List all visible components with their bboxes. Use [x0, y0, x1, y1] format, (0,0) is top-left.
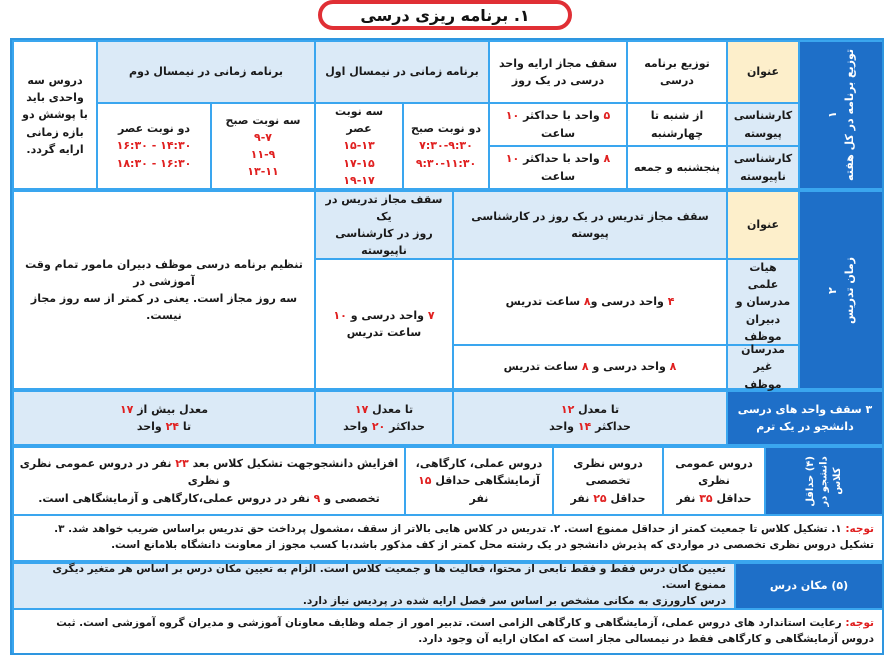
- section1-row2-label: کارشناسی ناپیوسته: [728, 147, 798, 188]
- section2-header-title: عنوان: [728, 192, 798, 258]
- section1-header-title: عنوان: [728, 42, 798, 102]
- section2-row1-label: هیات علمی مدرسان و دبیران موظف: [728, 260, 798, 344]
- section1-row1-cap: ۵ واحد با حداکثر ۱۰ ساعت: [490, 104, 626, 145]
- section1-side: ۱ توزیع برنامه در کل هفته: [800, 42, 882, 188]
- term1-afternoon: سه نوبت عصر ۱۵-۱۳ ۱۷-۱۵ ۱۹-۱۷: [316, 104, 402, 188]
- section2-header-noncontinuous: سقف مجاز تدریس در یک روز در کارشناسی ناپیوسته: [316, 192, 452, 258]
- section4-note: افزایش دانشجوجهت تشکیل کلاس بعد ۲۳ نفر در دروس عمومی نظری و نظری تخصصی و ۹ نفر در دروس عملی،کارگاهی و آزمایشگاهی است.: [14, 448, 404, 514]
- section5-label: (۵) مکان درس: [736, 564, 882, 608]
- section2-row2-label: مدرسان غیر موظف: [728, 346, 798, 388]
- section1-note: دروس سه واحدی باید با پوشش دو بازه زمانی ارایه گردد.: [14, 42, 96, 188]
- section3-label: ۳ سقف واحد های درسی دانشجو در یک ترم: [728, 392, 882, 444]
- section1-row2-days: پنجشنبه و جمعه: [628, 147, 726, 188]
- section1-header-term1: برنامه زمانی در نیمسال اول: [316, 42, 488, 102]
- section3-continuous: تا معدل ۱۲ حداکثر ۱۴ واحد: [454, 392, 726, 444]
- section2-header-continuous: سقف مجاز تدریس در یک روز در کارشناسی پیوسته: [454, 192, 726, 258]
- section4-general: دروس عمومی نظری حداقل ۳۵ نفر: [664, 448, 764, 514]
- section1-header-distribution: توزیع برنامه درسی: [628, 42, 726, 102]
- section2-row2-continuous: ۸ واحد درسی و ۸ ساعت تدریس: [454, 346, 726, 388]
- section5-text: تعیین مکان درس فقط و فقط تابعی از محتوا، فعالیت ها و جمعیت کلاس است. الزام به تعیین مکان درس بر اساس هر متغیر دیگری ممنوع است. درس کارورزی به مکانی مشخص بر اساس سر فصل ارایه شده در پردیس نیاز دارد.: [14, 564, 734, 608]
- section1-row1-days: از شنبه تا چهارشنبه: [628, 104, 726, 145]
- note1: توجه: ۱. تشکیل کلاس تا جمعیت کمتر از حداقل ممنوع است. ۲. تدریس در کلاس هایی بالاتر از سقف ،مشمول پرداخت حق تدریس براساس ضریب خواهد شد. ۳. تشکیل دروس نظری تخصصی در مواردی که پذیرش دانشجو در یک رشته محل کمتر از کف مذکور باشد،با کسب مجوز از معاونت دانشگاه بلامانع است.: [14, 516, 882, 560]
- term1-morning: دو نوبت صبح ۷:۳۰-۹:۳۰ ۹:۳۰-۱۱:۳۰: [404, 104, 488, 188]
- section3-noncontinuous: تا معدل ۱۷ حداکثر ۲۰ واحد: [316, 392, 452, 444]
- section2-row1-noncontinuous: ۷ واحد درسی و ۱۰ ساعت تدریس: [316, 260, 452, 388]
- section1-row1-label: کارشناسی پیوسته: [728, 104, 798, 145]
- section2-note: تنظیم برنامه درسی موظف دبیران مامور تمام وقت آموزشی در سه روز مجاز است. یعنی در کمتر از سه روز مجاز نیست.: [14, 192, 314, 388]
- term2-afternoon: دو نوبت عصر ۱۴:۳۰ - ۱۶:۳۰ ۱۶:۳۰ - ۱۸:۳۰: [98, 104, 210, 188]
- section1-row2-cap: ۸ واحد با حداکثر ۱۰ ساعت: [490, 147, 626, 188]
- section3-other: معدل بیش از ۱۷ تا ۲۴ واحد: [14, 392, 314, 444]
- section1-header-cap: سقف مجاز ارایه واحد درسی در یک روز: [490, 42, 626, 102]
- section2-side: ۲ زمان تدریس: [800, 192, 882, 388]
- page-title: ۱. برنامه ریزی درسی: [318, 0, 572, 30]
- section4-practical: دروس عملی، کارگاهی، آزمایشگاهی حداقل ۱۵ نفر: [406, 448, 552, 514]
- section1-header-term2: برنامه زمانی در نیمسال دوم: [98, 42, 314, 102]
- section4-specialized: دروس نظری تخصصی حداقل ۲۵ نفر: [554, 448, 662, 514]
- section2-row1-continuous: ۴ واحد درسی و۸ ساعت تدریس: [454, 260, 726, 344]
- section4-side: (۴) حداقل دانشجو در کلاس: [766, 448, 882, 514]
- term2-morning: سه نوبت صبح ۹-۷ ۱۱-۹ ۱۳-۱۱: [212, 104, 314, 188]
- note2: توجه: رعایت استاندارد های دروس عملی، آزمایشگاهی و کارگاهی الزامی است. تدبیر امور از جمله وظایف معاونان آموزشی و مدیران گروه آموزشی است. ثبت دروس آزمایشگاهی و کارگاهی فقط در نیمسالی مجاز است که امکان ارایه آن وجود دارد.: [14, 610, 882, 653]
